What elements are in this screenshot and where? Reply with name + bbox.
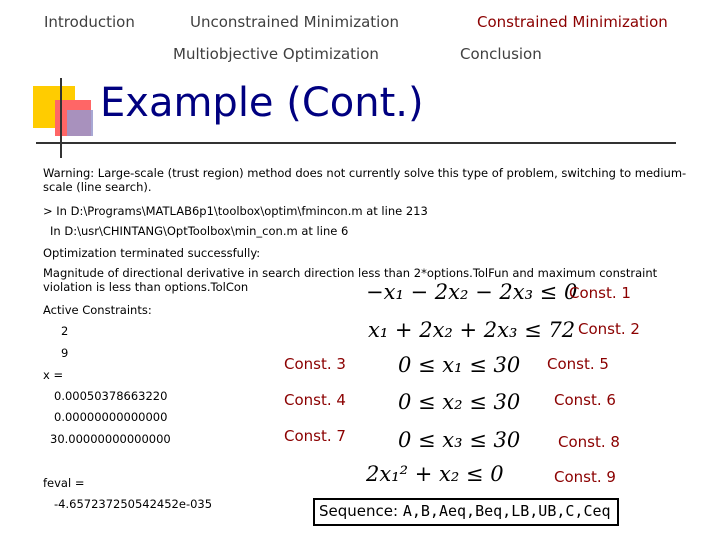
nav-constrained-minimization[interactable]: Constrained Minimization xyxy=(477,13,668,31)
active-value-2: 9 xyxy=(61,346,69,360)
sequence-args: A,B,Aeq,Beq,LB,UB,C,Ceq xyxy=(402,502,611,520)
magnitude-text: Magnitude of directional derivative in search direction less than 2*options.TolFun and maximum constraint violation is less than options.TolCon xyxy=(43,266,658,294)
const-2-label: Const. 2 xyxy=(578,320,640,338)
feval-label: feval = xyxy=(43,476,85,490)
x-label: x = xyxy=(43,368,64,382)
const-6-label: Const. 6 xyxy=(554,391,616,409)
page-title: Example (Cont.) xyxy=(100,80,424,126)
trace-line-1: > In D:\Programs\MATLAB6p1\toolbox\optim\fmincon.m at line 213 xyxy=(43,204,428,218)
const-3-label: Const. 3 xyxy=(284,355,346,373)
sequence-box xyxy=(313,498,619,526)
terminated-text: Optimization terminated successfully: xyxy=(43,246,261,260)
const-7-label: Const. 7 xyxy=(284,427,346,445)
const-9-label: Const. 9 xyxy=(554,468,616,486)
feval-value: -4.657237250542452e-035 xyxy=(54,497,213,511)
x-value-2: 0.00000000000000 xyxy=(54,410,168,424)
active-constraints-label: Active Constraints: xyxy=(43,303,152,317)
equation-2: x₁ + 2x₂ + 2x₃ ≤ 72 xyxy=(368,318,576,342)
equation-6: 2x₁² + x₂ ≤ 0 xyxy=(366,462,504,486)
deco-blue-square xyxy=(67,110,93,136)
nav-conclusion[interactable]: Conclusion xyxy=(460,45,542,63)
const-8-label: Const. 8 xyxy=(558,433,620,451)
x-value-3: 30.00000000000000 xyxy=(50,432,171,446)
equation-1: −x₁ − 2x₂ − 2x₃ ≤ 0 xyxy=(366,280,578,304)
equation-5: 0 ≤ x₃ ≤ 30 xyxy=(398,428,521,452)
deco-horizontal-line xyxy=(36,142,676,144)
nav-multiobjective-optimization[interactable]: Multiobjective Optimization xyxy=(173,45,379,63)
const-5-label: Const. 5 xyxy=(547,355,609,373)
nav-introduction[interactable]: Introduction xyxy=(44,13,135,31)
sequence-label: Sequence: xyxy=(319,502,399,520)
trace-line-2: In D:\usr\CHINTANG\OptToolbox\min_con.m at line 6 xyxy=(50,224,349,238)
equation-4: 0 ≤ x₂ ≤ 30 xyxy=(398,390,521,414)
deco-vertical-line xyxy=(60,78,62,158)
active-value-1: 2 xyxy=(61,324,69,338)
equation-3: 0 ≤ x₁ ≤ 30 xyxy=(398,353,521,377)
nav-unconstrained-minimization[interactable]: Unconstrained Minimization xyxy=(190,13,400,31)
x-value-1: 0.00050378663220 xyxy=(54,389,168,403)
warning-text: Warning: Large-scale (trust region) method does not currently solve this type of problem, switching to medium-scale (line search). xyxy=(43,166,687,194)
const-4-label: Const. 4 xyxy=(284,391,346,409)
const-1-label: Const. 1 xyxy=(569,284,631,302)
